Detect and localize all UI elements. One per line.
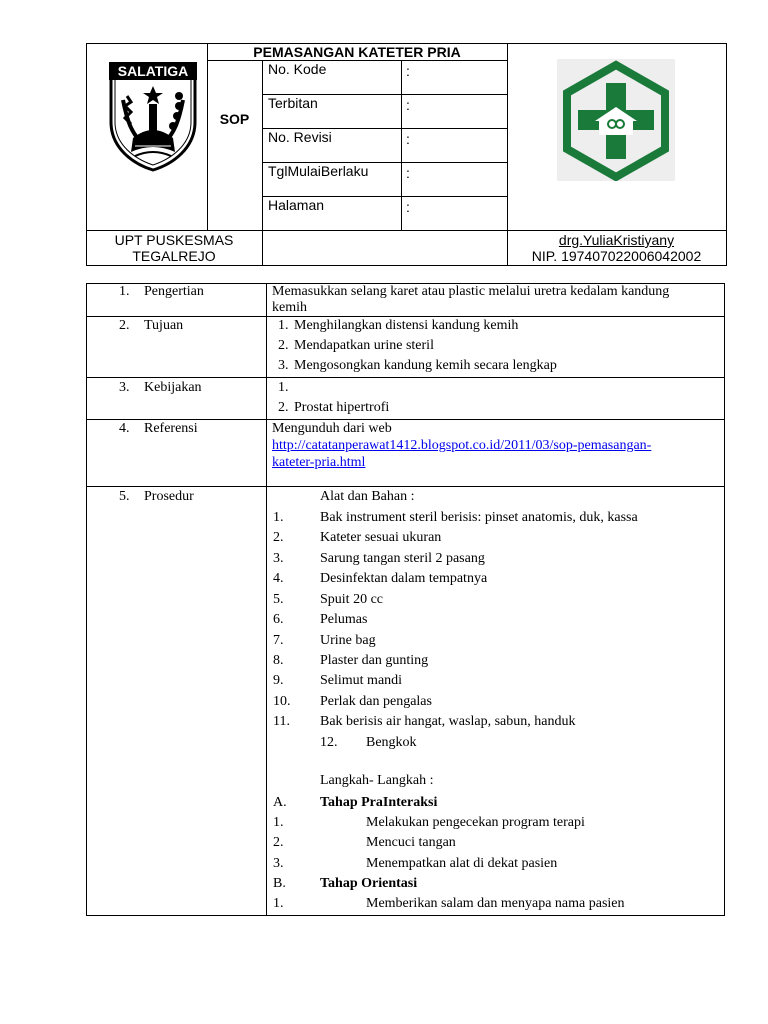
kebijakan-item: Prostat hipertrofi [294, 400, 390, 415]
phase-title-orientasi: Tahap Orientasi [320, 876, 418, 891]
tujuan-item: Menghilangkan distensi kandung kemih [294, 318, 519, 333]
row-divider [86, 419, 725, 420]
content-border-left [86, 283, 87, 916]
alat-item-number: 10. [273, 694, 291, 709]
header-col-line [262, 60, 263, 266]
signer-nip: NIP. 197407022006042002 [531, 248, 702, 264]
field-value-revisi: : [406, 131, 410, 147]
row-number: 1. [119, 284, 130, 299]
alat-item-number: 3. [273, 551, 284, 566]
row-number: 2. [119, 318, 130, 333]
pengertian-text-line1: Memasukkan selang karet atau plastic melalui uretra kedalam kandung [272, 284, 670, 299]
kebijakan-item-number: 1. [278, 380, 289, 395]
alat-item: Urine bag [320, 633, 376, 648]
phase-title-prainteraksi: Tahap PraInteraksi [320, 795, 438, 810]
row-number: 4. [119, 421, 130, 436]
alat-item-number: 1. [273, 510, 284, 525]
alat-heading: Alat dan Bahan : [320, 489, 415, 504]
title-row-line [207, 60, 507, 61]
alat-item-number: 6. [273, 612, 284, 627]
alat-item-number: 2. [273, 530, 284, 545]
row-label-referensi: Referensi [144, 421, 198, 436]
field-label-terbitan: Terbitan [268, 95, 318, 111]
tujuan-item: Mengosongkan kandung kemih secara lengkap [294, 358, 557, 373]
step-number: 1. [273, 896, 284, 911]
content-col-divider [266, 283, 267, 916]
document-title: PEMASANGAN KATETER PRIA [253, 44, 461, 60]
alat-item: Perlak dan pengalas [320, 694, 432, 709]
salatiga-emblem-logo [105, 60, 201, 172]
field-value-halaman: : [406, 199, 410, 215]
row-divider [86, 316, 725, 317]
step-number: 1. [273, 815, 284, 830]
field-label-revisi: No. Revisi [268, 129, 332, 145]
alat-item: Selimut mandi [320, 673, 403, 688]
org-name-line2: TEGALREJO [132, 248, 216, 264]
header-border-mid [86, 230, 727, 231]
alat-item-number: 12. [320, 735, 338, 750]
row-divider [86, 486, 725, 487]
alat-item: Kateter sesuai ukuran [320, 530, 442, 545]
row-label-prosedur: Prosedur [144, 489, 194, 504]
referensi-link-line1[interactable]: http://catatanperawat1412.blogspot.co.id/2011/03/sop-pemasangan- [272, 438, 652, 453]
tujuan-item: Mendapatkan urine steril [294, 338, 434, 353]
field-value-tgl: : [406, 165, 410, 181]
content-border-bottom [86, 915, 725, 916]
row-number: 3. [119, 380, 130, 395]
step-number: 3. [273, 856, 284, 871]
step-text: Menempatkan alat di dekat pasien [366, 856, 558, 871]
row-label-pengertian: Pengertian [144, 284, 204, 299]
alat-item: Spuit 20 cc [320, 592, 383, 607]
referensi-text: Mengunduh dari web [272, 421, 392, 436]
field-label-tgl: TglMulaiBerlaku [268, 163, 369, 179]
phase-letter: A. [273, 795, 287, 810]
step-number: 2. [273, 835, 284, 850]
alat-item-number: 9. [273, 673, 284, 688]
pengertian-text-line2: kemih [272, 300, 307, 315]
referensi-link-line2[interactable]: kateter-pria.html [272, 455, 366, 470]
tujuan-item-number: 2. [278, 338, 289, 353]
row-divider [86, 377, 725, 378]
content-border-right [724, 283, 725, 916]
row-label-kebijakan: Kebijakan [144, 380, 202, 395]
org-name-line1: UPT PUSKESMAS [114, 232, 234, 248]
alat-item-number: 8. [273, 653, 284, 668]
alat-item: Plaster dan gunting [320, 653, 429, 668]
alat-item: Desinfektan dalam tempatnya [320, 571, 488, 586]
alat-item: Pelumas [320, 612, 368, 627]
header-col-line [401, 60, 402, 231]
header-border-bottom [86, 265, 727, 266]
puskesmas-logo [557, 59, 675, 181]
signer-name: drg.YuliaKristiyany [558, 232, 675, 248]
emblem-text: SALATIGA [117, 63, 189, 79]
alat-item-number: 7. [273, 633, 284, 648]
row-label-tujuan: Tujuan [144, 318, 184, 333]
kebijakan-item-number: 2. [278, 400, 289, 415]
langkah-heading: Langkah- Langkah : [320, 773, 434, 788]
step-text: Melakukan pengecekan program terapi [366, 815, 585, 830]
field-label-halaman: Halaman [268, 197, 325, 213]
field-value-kode: : [406, 63, 410, 79]
alat-item: Bengkok [366, 735, 417, 750]
header-border-right [726, 43, 727, 266]
header-col-line [207, 43, 208, 231]
row-number: 5. [119, 489, 130, 504]
alat-item-number: 4. [273, 571, 284, 586]
step-text: Memberikan salam dan menyapa nama pasien [366, 896, 625, 911]
step-text: Mencuci tangan [366, 835, 456, 850]
field-label-kode: No. Kode [268, 61, 327, 77]
field-value-terbitan: : [406, 97, 410, 113]
sop-label: SOP [219, 111, 250, 127]
alat-item: Sarung tangan steril 2 pasang [320, 551, 485, 566]
alat-item: Bak berisis air hangat, waslap, sabun, handuk [320, 714, 576, 729]
alat-item-number: 11. [273, 714, 290, 729]
tujuan-item-number: 1. [278, 318, 289, 333]
alat-item-number: 5. [273, 592, 284, 607]
alat-item: Bak instrument steril berisis: pinset anatomis, duk, kassa [320, 510, 638, 525]
phase-letter: B. [273, 876, 286, 891]
tujuan-item-number: 3. [278, 358, 289, 373]
